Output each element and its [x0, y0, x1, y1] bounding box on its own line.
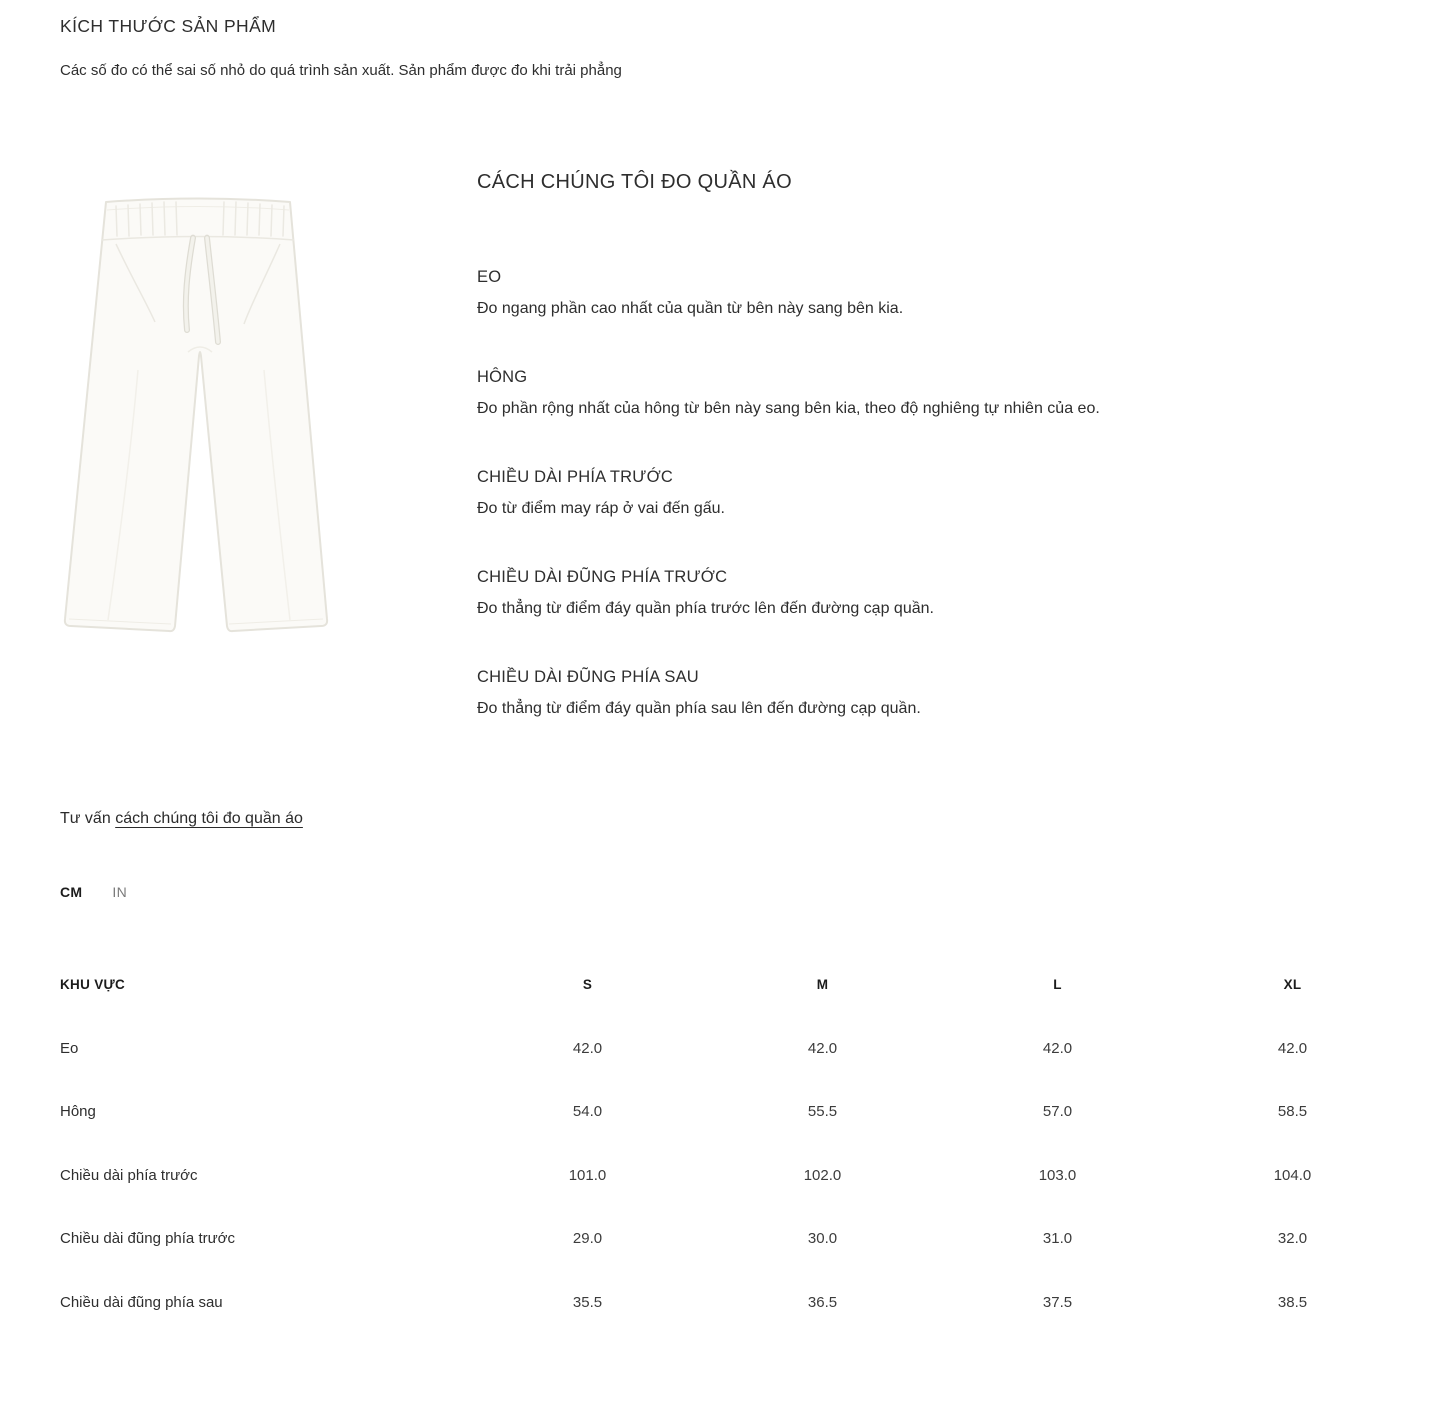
guide-section-waist: [477, 266, 1277, 366]
measure-guide-link[interactable]: cách chúng tôi đo quần áo: [115, 810, 303, 827]
size-value: 29.0: [572, 1230, 603, 1248]
table-row-hip: [60, 1080, 1410, 1144]
size-value: 32.0: [1277, 1230, 1308, 1248]
table-row-waist: [60, 1017, 1410, 1081]
guide-body: Đo phần rộng nhất của hông từ bên này sang bên kia, theo độ nghiêng tự nhiên của eo.: [477, 400, 1100, 417]
table-row-front-length: [60, 1144, 1410, 1208]
row-label: Hông: [60, 1103, 96, 1121]
row-label: Eo: [60, 1039, 79, 1057]
column-header-m: M: [816, 977, 829, 993]
unit-cm-button[interactable]: CM: [60, 884, 83, 900]
column-header-xl: XL: [1283, 977, 1302, 993]
size-value: 104.0: [1273, 1166, 1312, 1184]
size-value: 42.0: [572, 1039, 603, 1057]
size-table: [60, 953, 1410, 1334]
advice-text: Tư vấn: [60, 810, 111, 827]
page-subtitle: Các số đo có thể sai số nhỏ do quá trình sản xuất. Sản phẩm được đo khi trải phẳng: [60, 62, 622, 79]
guide-title: CÁCH CHÚNG TÔI ĐO QUẦN ÁO: [477, 171, 792, 193]
row-label: Chiều dài phía trước: [60, 1166, 198, 1184]
guide-body: Đo thẳng từ điểm đáy quần phía trước lên đến đường cạp quần.: [477, 600, 934, 617]
size-value: 103.0: [1038, 1166, 1077, 1184]
row-label: Chiều dài đũng phía trước: [60, 1230, 235, 1248]
guide-heading: CHIỀU DÀI ĐŨNG PHÍA SAU: [477, 668, 699, 686]
page-header: [60, 16, 622, 79]
size-value: 102.0: [803, 1166, 842, 1184]
column-header-l: L: [1053, 977, 1062, 993]
unit-toggle: [60, 884, 127, 900]
guide-body: Đo ngang phần cao nhất của quần từ bên này sang bên kia.: [477, 300, 904, 317]
size-value: 36.5: [807, 1293, 838, 1311]
size-table-header-row: [60, 953, 1410, 1017]
guide-section-back-rise: [477, 666, 1277, 766]
size-value: 58.5: [1277, 1103, 1308, 1121]
guide-body: Đo thẳng từ điểm đáy quần phía sau lên đến đường cạp quần.: [477, 700, 921, 717]
unit-in-button[interactable]: IN: [112, 884, 127, 900]
guide-heading: HÔNG: [477, 368, 528, 386]
advice-line: [60, 810, 303, 828]
column-header-region: KHU VỰC: [60, 977, 126, 993]
guide-heading: CHIỀU DÀI ĐŨNG PHÍA TRƯỚC: [477, 568, 728, 586]
size-value: 57.0: [1042, 1103, 1073, 1121]
table-row-back-rise: [60, 1271, 1410, 1335]
row-label: Chiều dài đũng phía sau: [60, 1293, 223, 1311]
size-value: 30.0: [807, 1230, 838, 1248]
size-value: 101.0: [568, 1166, 607, 1184]
guide-section-front-rise: [477, 566, 1277, 666]
size-value: 31.0: [1042, 1230, 1073, 1248]
size-value: 42.0: [1277, 1039, 1308, 1057]
size-value: 35.5: [572, 1293, 603, 1311]
guide-sections: [477, 266, 1277, 766]
trousers-illustration-icon: [60, 190, 340, 660]
measure-guide: [477, 168, 1277, 766]
size-value: 38.5: [1277, 1293, 1308, 1311]
page-title: KÍCH THƯỚC SẢN PHẨM: [60, 16, 277, 36]
guide-body: Đo từ điểm may ráp ở vai đến gấu.: [477, 500, 725, 517]
size-value: 37.5: [1042, 1293, 1073, 1311]
size-value: 42.0: [1042, 1039, 1073, 1057]
guide-heading: CHIỀU DÀI PHÍA TRƯỚC: [477, 468, 674, 486]
guide-section-front-length: [477, 466, 1277, 566]
guide-section-hip: [477, 366, 1277, 466]
column-header-s: S: [582, 977, 593, 993]
size-value: 54.0: [572, 1103, 603, 1121]
table-row-front-rise: [60, 1207, 1410, 1271]
guide-heading: EO: [477, 268, 502, 286]
product-image: [60, 190, 340, 660]
size-value: 55.5: [807, 1103, 838, 1121]
size-value: 42.0: [807, 1039, 838, 1057]
